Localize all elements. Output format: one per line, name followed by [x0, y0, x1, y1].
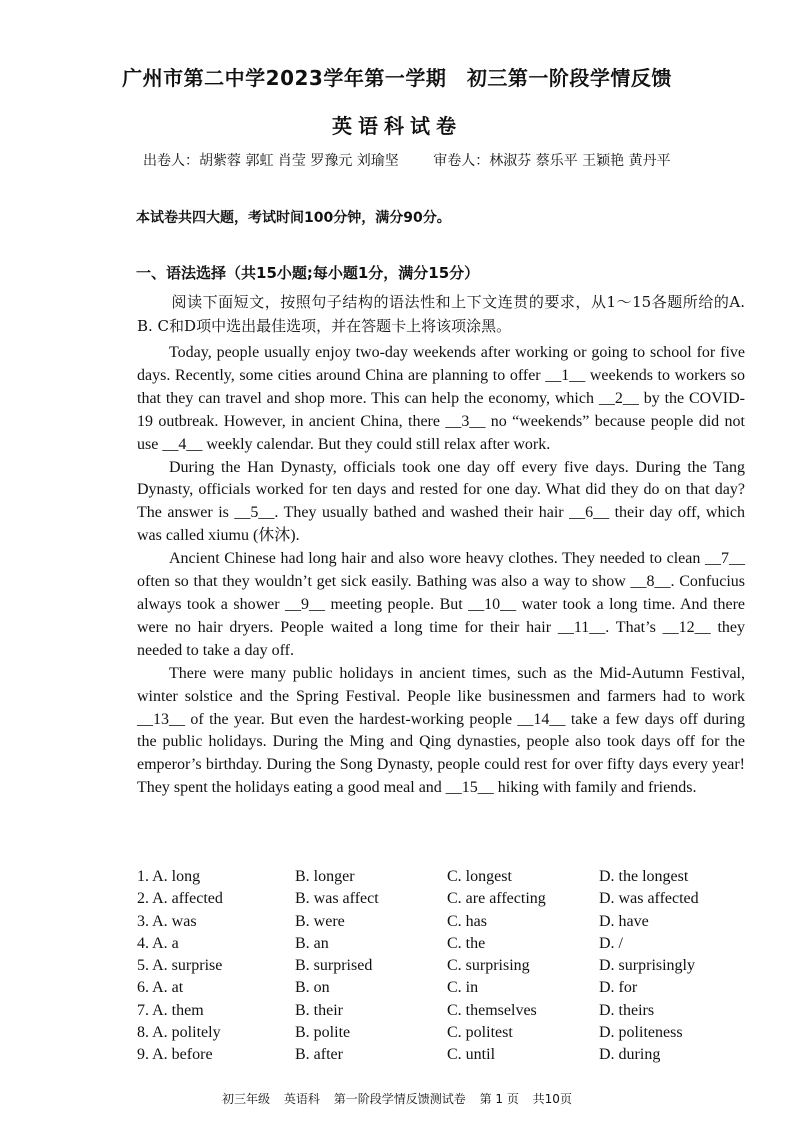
passage-paragraph: Ancient Chinese had long hair and also wore heavy clothes. They needed to clean __7__ often so that they wouldn’t get sick easily. Bathing was also a way to show __8__. Confucius always took a shower __9__ meeting people. But __10__ water took a long time. And there were no hair dryers. People waited a long time for their hair __11__. That’s __12__ they needed to take a day off.	[137, 550, 745, 659]
option-d: D. during	[599, 1046, 661, 1064]
option-a: 9. A. before	[137, 1046, 213, 1064]
option-c: C. politest	[447, 1024, 513, 1042]
option-a-text: A. long	[152, 868, 201, 885]
option-row	[137, 888, 747, 910]
authors-line	[143, 150, 671, 170]
exam-subtitle: 英语科试卷	[332, 114, 462, 138]
option-b: B. was affect	[295, 890, 379, 908]
section-heading: 一、语法选择（共15小题;每小题1分，满分15分）	[136, 264, 480, 282]
question-number: 4	[137, 934, 145, 952]
option-a: 2. A. affected	[137, 890, 223, 908]
option-c: C. are affecting	[447, 890, 546, 908]
option-row	[137, 911, 747, 933]
option-b: B. an	[295, 934, 329, 952]
option-a-text: A. surprise	[152, 957, 223, 975]
option-b: B. polite	[295, 1024, 351, 1042]
footer-total: 共10页	[532, 1092, 572, 1106]
option-d: D. politeness	[599, 1024, 683, 1042]
exam-intro: 本试卷共四大题，考试时间100分钟，满分90分。	[136, 210, 451, 226]
passage-paragraph: During the Han Dynasty, officials took one day off every five days. During the Tang Dynasty, officials worked for ten days and rested for one day. What did they do on that day? The answer is __5__. They usually bathed and washed their hair __6__ their day off, which was called xiumu (休沐).	[137, 458, 745, 545]
option-d: D. have	[599, 912, 649, 930]
option-row	[137, 1022, 747, 1044]
option-a: 4. A. a	[137, 934, 179, 952]
option-c: C. surprising	[447, 957, 530, 975]
footer-exam: 第一阶段学情反馈测试卷	[333, 1092, 466, 1106]
option-a: 8. A. politely	[137, 1024, 221, 1042]
option-a-text: A. a	[152, 934, 179, 952]
question-number: 7	[137, 1001, 145, 1019]
option-c: C. longest	[447, 868, 512, 885]
option-a-text: A. was	[152, 912, 197, 930]
footer-page: 第 1 页	[479, 1092, 519, 1106]
question-number: 6	[137, 979, 145, 997]
question-number: 1	[137, 868, 145, 885]
option-b: B. after	[295, 1046, 343, 1064]
option-row	[137, 955, 747, 977]
option-a-text: A. them	[152, 1001, 204, 1019]
option-a: 6. A. at	[137, 979, 184, 997]
option-d: D. /	[599, 934, 623, 952]
option-d: D. the longest	[599, 868, 689, 885]
option-a-text: A. affected	[152, 890, 223, 908]
question-number: 9	[137, 1046, 145, 1064]
option-c: C. the	[447, 934, 486, 952]
option-d: D. was affected	[599, 890, 699, 908]
option-b: B. on	[295, 979, 330, 997]
options-list	[137, 866, 747, 1067]
passage-paragraph: There were many public holidays in ancient times, such as the Mid-Autumn Festival, winter solstice and the Spring Festival. People like businessmen and farmers had to work __13__ of the year. But even the hardest-working people __14__ take a few days off during the public holidays. During the Ming and Qing dynasties, people also took days off for the emperor’s birthday. During the Song Dynasty, people could rest for over fifty days every year! They spent the holidays eating a good meal and __15__ hiking with family and friends.	[137, 664, 745, 797]
passage-paragraph: Today, people usually enjoy two-day weekends after working or going to school for five days. Recently, some cities around China are planning to offer __1__ weekends to workers so that they can travel and shop more. This can help the economy, which __2__ by the COVID-19 outbreak. However, in ancient China, there __3__ no “weekends” because people did not use __4__ weekly calendar. But they could still relax after work.	[137, 344, 745, 453]
option-b: B. their	[295, 1001, 343, 1019]
option-b: B. surprised	[295, 957, 373, 975]
question-number: 5	[137, 957, 145, 975]
option-row	[137, 1044, 747, 1066]
authors: 出卷人：胡紫蓉 郭虹 肖莹 罗豫元 刘瑜坚	[143, 153, 399, 169]
option-a: 7. A. them	[137, 1001, 204, 1019]
reviewers: 审卷人：林淑芬 蔡乐平 王颖艳 黄丹平	[433, 153, 671, 169]
footer-grade: 初三年级	[222, 1092, 271, 1106]
option-row	[137, 933, 747, 955]
option-a-text: A. at	[152, 979, 184, 997]
exam-title: 广州市第二中学2023学年第一学期 初三第一阶段学情反馈	[122, 66, 672, 90]
option-c: C. themselves	[447, 1001, 537, 1019]
option-row	[137, 866, 747, 888]
option-a-text: A. before	[152, 1046, 213, 1064]
question-number: 8	[137, 1024, 145, 1042]
reading-passage	[137, 342, 745, 800]
option-a-text: A. politely	[152, 1024, 221, 1042]
section-instruction	[137, 290, 745, 338]
option-d: D. for	[599, 979, 638, 997]
option-row	[137, 977, 747, 999]
page-footer	[0, 1090, 794, 1107]
option-d: D. surprisingly	[599, 957, 695, 975]
question-number: 3	[137, 912, 145, 930]
option-c: C. has	[447, 912, 487, 930]
question-number: 2	[137, 890, 145, 908]
footer-subject: 英语科	[283, 1092, 320, 1106]
option-b: B. were	[295, 912, 345, 930]
option-a: 5. A. surprise	[137, 957, 223, 975]
option-c: C. until	[447, 1046, 496, 1064]
option-row	[137, 1000, 747, 1022]
option-a: 1. A. long	[137, 868, 201, 885]
option-a: 3. A. was	[137, 912, 197, 930]
option-c: C. in	[447, 979, 479, 997]
option-d: D. theirs	[599, 1001, 655, 1019]
option-b: B. longer	[295, 868, 355, 885]
instruction-text: 阅读下面短文，按照句子结构的语法性和上下文连贯的要求，从1～15各题所给的A. B. C和D项中选出最佳选项，并在答题卡上将该项涂黑。	[137, 293, 745, 335]
